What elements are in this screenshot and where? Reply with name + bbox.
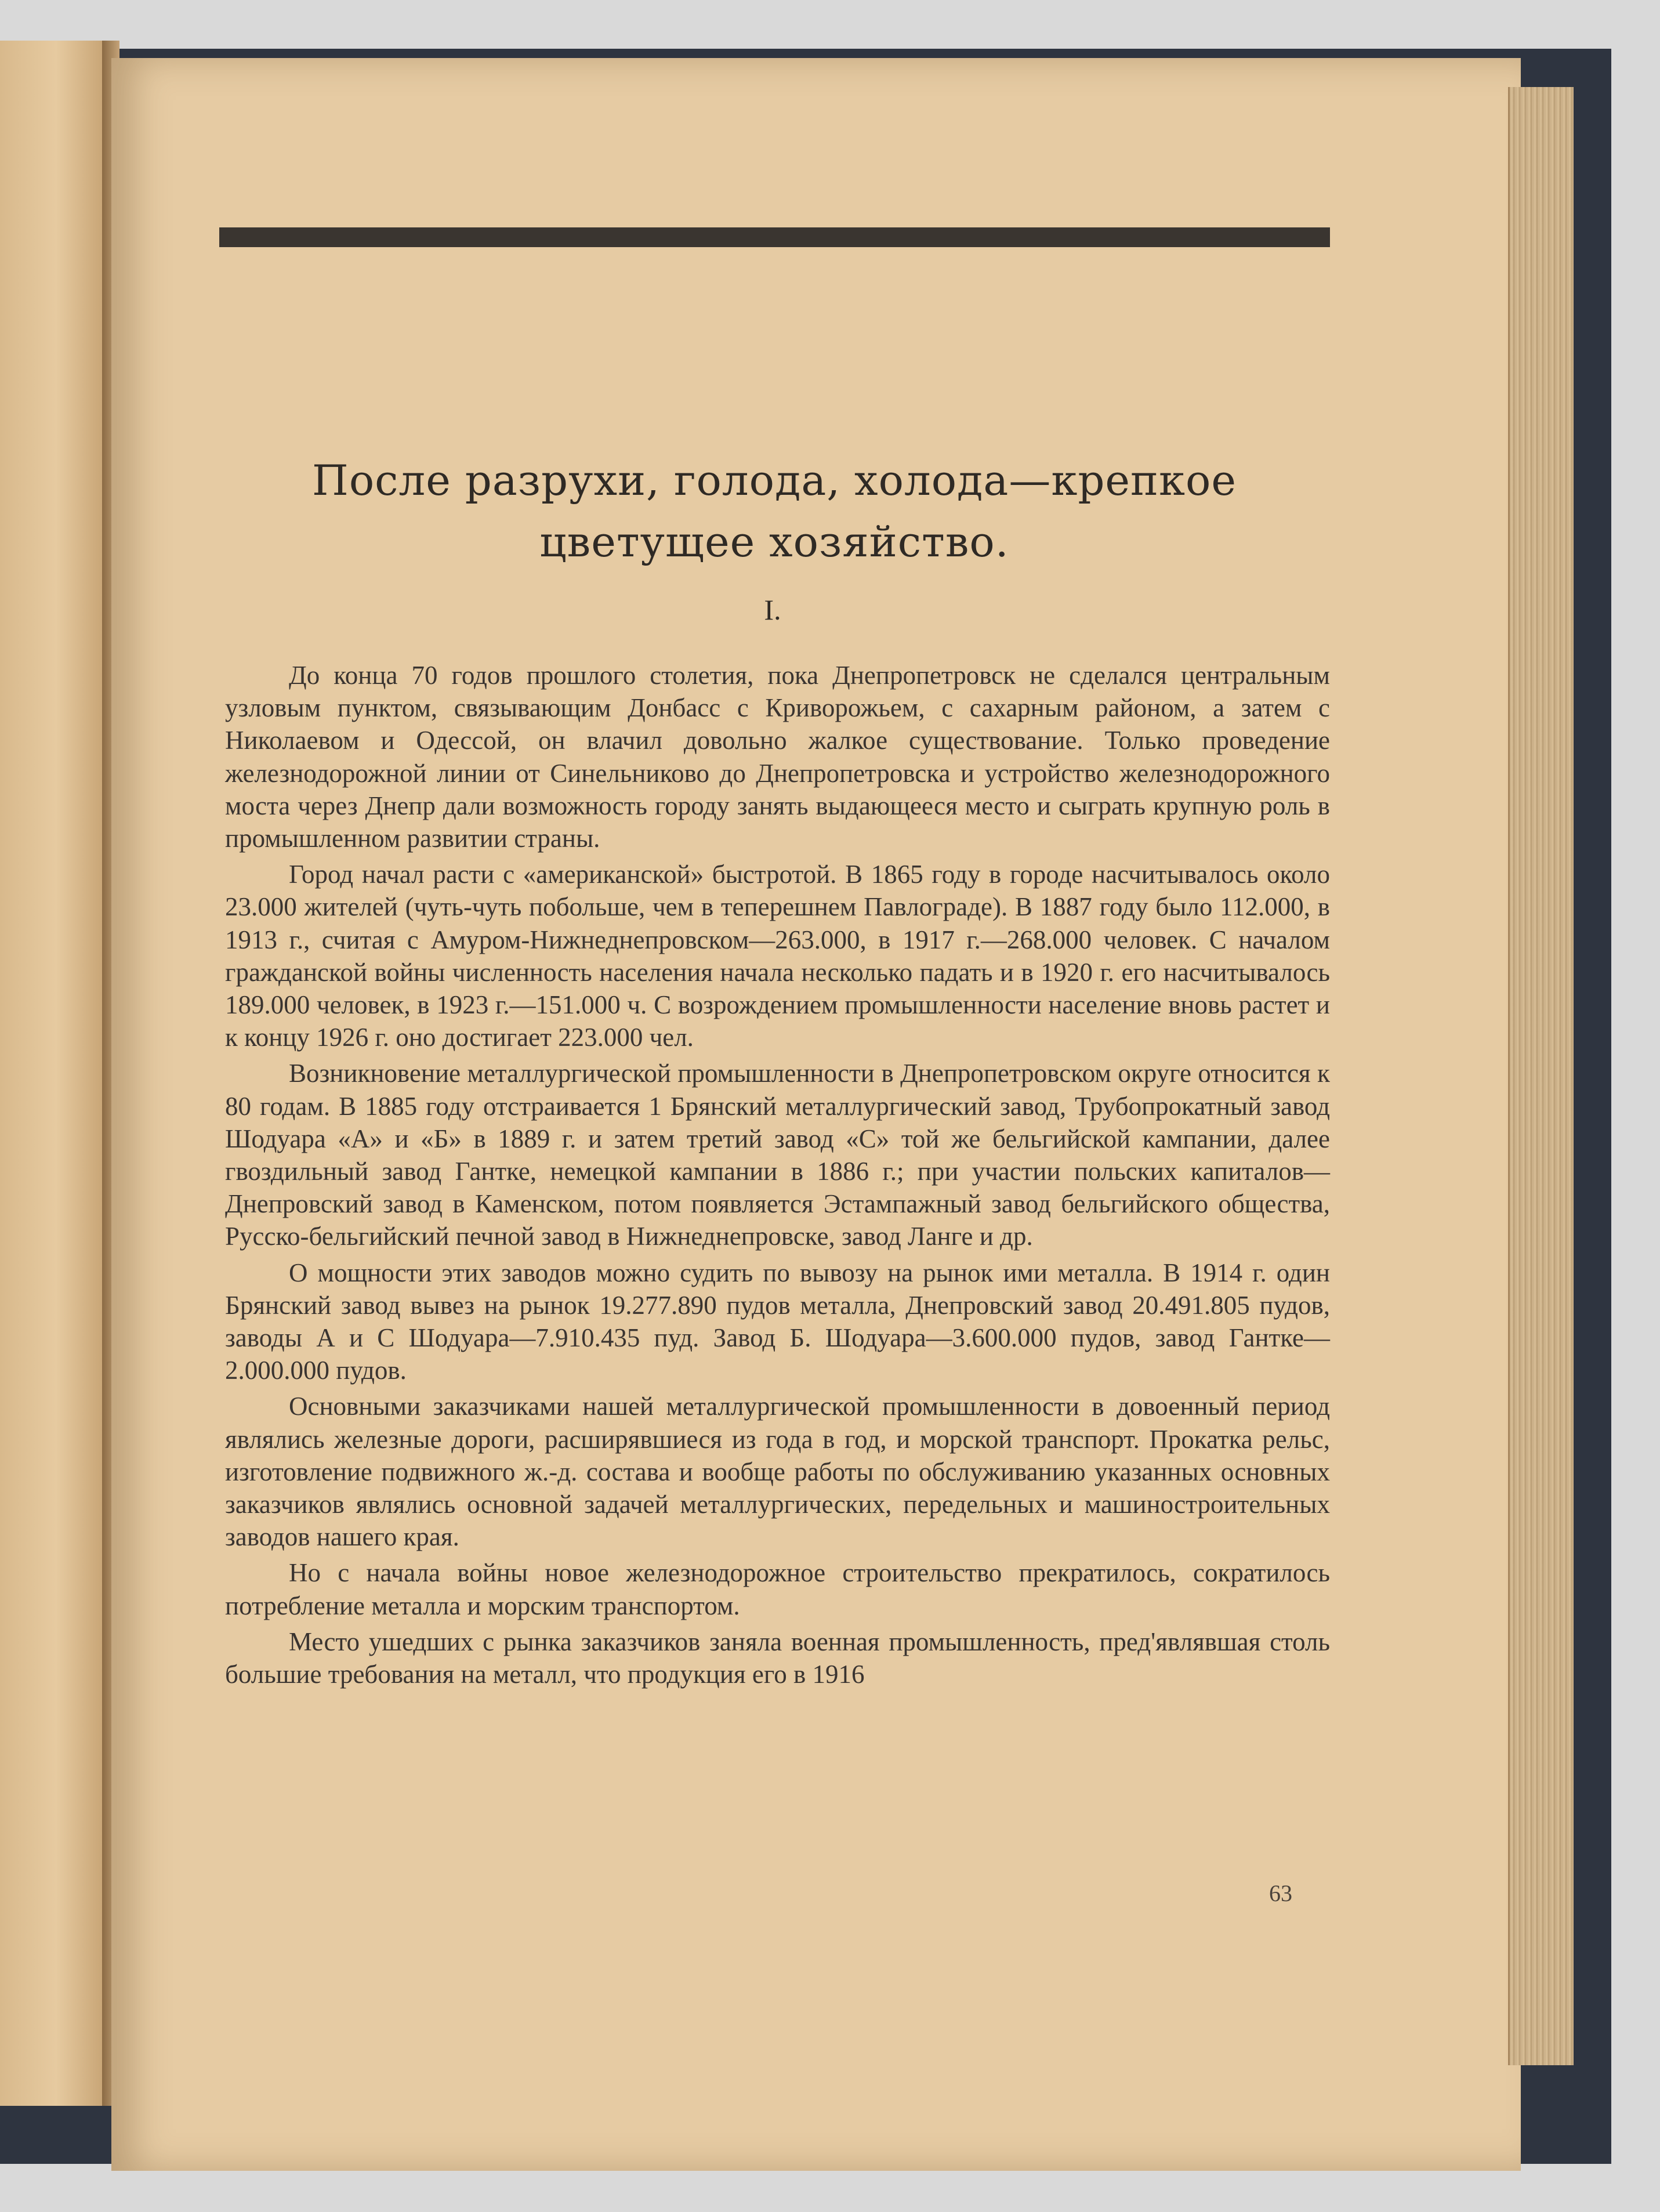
paragraph: Но с начала войны новое железнодорожное строительство прекратилось, сократилось потребление металла и морским транспортом. [225,1558,1330,1620]
paragraph: Возникновение металлургической промышленности в Днепропетровском округе относится к 80 годам. В 1885 году отстраивается 1 Брянский металлургический завод, Трубопрокатный завод Шодуара «А» и «Б» в 1889 г. и затем третий завод «С» той же бельгийской кампании, далее гвоздильный завод Гантке, немецкой кампании в 1886 г.; при участии польских капиталов—Днепровский завод в Каменском, потом появляется Эстампажный завод бельгийского общества, Русско-бельгийский печной завод в Нижнеднепровске, завод Ланге и др. [225,1059,1330,1251]
left-page-edge [0,41,102,2106]
section-number: I. [764,593,781,626]
paragraph: До конца 70 годов прошлого столетия, пока Днепропетровск не сделался центральным узловым пунктом, связывающим Донбасс с Криворожьем, с сахарным районом, а затем с Николаевом и Одессой, он влачил довольно жалкое существование. Только проведение железнодорожной линии от Синельниково до Днепропетровска и устройство железнодорожного моста через Днепр дали возможность городу занять выдающееся место и сыграть крупную роль в промышленном развитии страны. [225,661,1330,853]
paragraph: О мощности этих заводов можно судить по вывозу на рынок ими металла. В 1914 г. один Брянский завод вывез на рынок 19.277.890 пудов металла, Днепровский завод 20.491.805 пудов, заводы А и С Шодуара—7.910.435 пуд. Завод Б. Шодуара—3.600.000 пудов, завод Гантке—2.000.000 пудов. [225,1258,1330,1385]
chapter-title [232,450,1317,573]
body-text [225,659,1330,1694]
page-edges [1508,87,1574,2065]
paragraph: Основными заказчиками нашей металлургической промышленности в довоенный период являлись железные дороги, расширявшиеся из года в год, и морской транспорт. Прокатка рельс, изготовление подвижного ж.-д. состава и вообще работы по обслуживанию указанных основных заказчиков являлись основной задачей металлургических, передельных и машиностроительных заводов нашего края. [225,1392,1330,1552]
paragraph: Город начал расти с «американской» быстротой. В 1865 году в городе насчитывалось около 23.000 жителей (чуть-чуть побольше, чем в теперешнем Павлограде). В 1887 году было 112.000, в 1913 г., считая с Амуром-Нижнеднепровском—263.000, в 1917 г.—268.000 человек. С началом гражданской войны численность населения начала несколько падать и в 1920 г. его насчитывалось 189.000 человек, в 1923 г.—151.000 ч. С возрождением промышленности население вновь растет и к концу 1926 г. оно достигает 223.000 чел. [225,860,1330,1052]
title-line-2: цветущее хозяйство. [539,517,1009,566]
header-rule [219,227,1330,247]
page-number: 63 [1269,1880,1292,1906]
title-line-1: После разрухи, голода, холода—крепкое [312,456,1237,505]
paragraph: Место ушедших с рынка заказчиков заняла военная промышленность, пред'являвшая столь большие требования на металл, что продукция его в 1916 [225,1627,1330,1689]
